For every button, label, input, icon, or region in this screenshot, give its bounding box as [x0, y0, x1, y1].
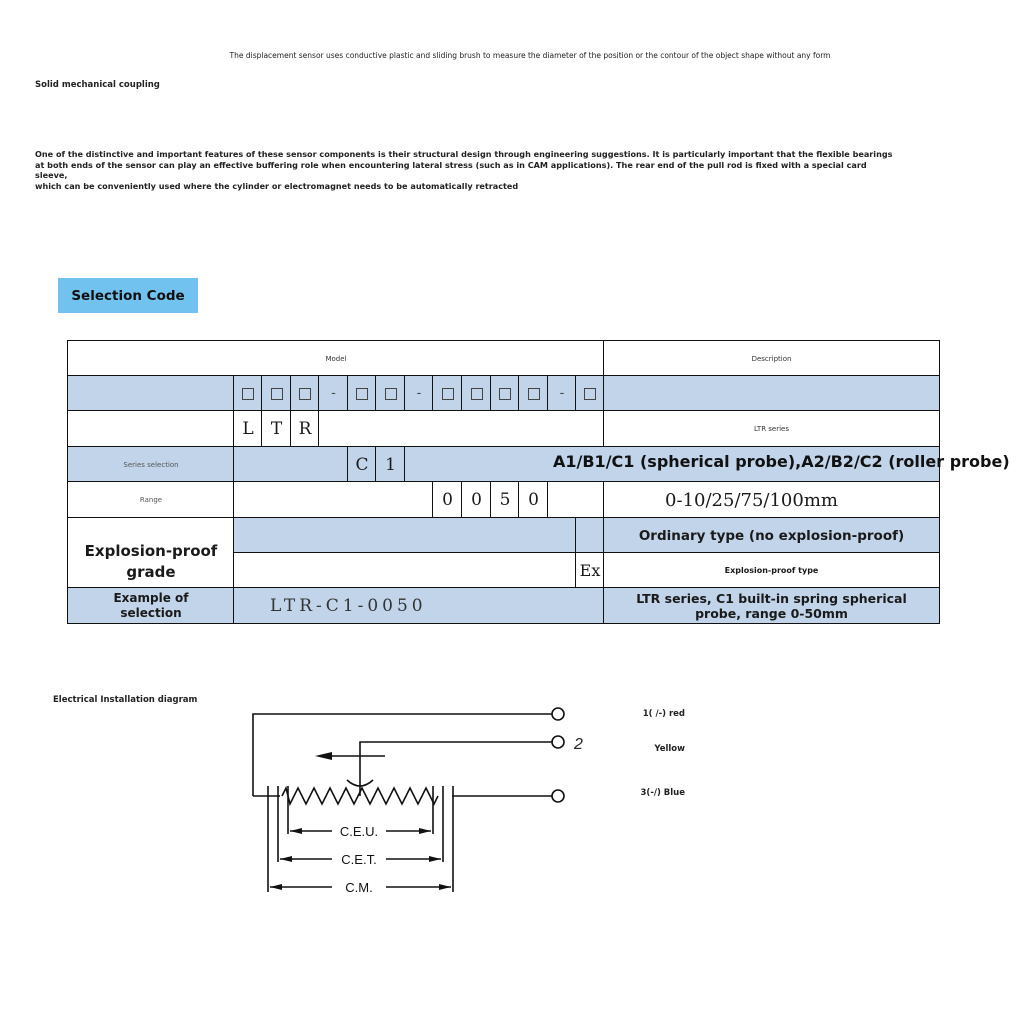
- square-icon: [385, 388, 397, 400]
- code-placeholder-box: [518, 375, 549, 412]
- paragraph-line: at both ends of the sensor can play an effective buffering role when encountering lateral stress (such as in CAM applications). The rear end of the pull rod is fixed with a special card sleeve,: [35, 159, 867, 180]
- series-letter: L: [233, 410, 263, 448]
- range-digit: 0: [461, 481, 492, 519]
- wiring-diagram: [240, 700, 600, 900]
- code-separator: -: [404, 375, 434, 412]
- series-blank: [318, 410, 605, 448]
- explosion-type-desc: Explosion-proof type: [603, 552, 940, 589]
- square-icon: [356, 388, 368, 400]
- range-digit: 0: [518, 481, 549, 519]
- code-placeholder-box: [461, 375, 492, 412]
- selection-code-heading: Selection Code: [58, 278, 198, 313]
- dimension-ceu: C.E.U.: [339, 824, 379, 839]
- explosion-type-blank: [233, 552, 577, 589]
- series-selection-label: [67, 446, 235, 483]
- square-icon: [242, 388, 254, 400]
- series-row-label: [67, 410, 235, 448]
- code-row-label: [67, 375, 235, 412]
- terminal-2-number: 2: [574, 736, 583, 753]
- wire-label-red: 1( /-) red: [642, 709, 685, 719]
- model-header-text: Model: [325, 354, 347, 363]
- code-placeholder-box: [575, 375, 605, 412]
- square-icon: [471, 388, 483, 400]
- series-code-char: 1: [375, 446, 406, 483]
- code-placeholder-box: [375, 375, 406, 412]
- code-placeholder-box: [432, 375, 463, 412]
- explosion-ordinary-desc: Ordinary type (no explosion-proof): [603, 517, 940, 554]
- range-desc: 0-10/25/75/100mm: [603, 481, 940, 519]
- terminal-3-icon: [552, 790, 564, 802]
- example-desc: LTR series, C1 built-in spring spherical probe, range 0-50mm: [603, 587, 940, 624]
- code-separator: -: [547, 375, 577, 412]
- dimension-cm: C.M.: [345, 880, 373, 895]
- series-code-char: C: [347, 446, 377, 483]
- intro-text: The displacement sensor uses conductive plastic and sliding brush to measure the diameter of the position or the contour of the object shape without any form: [229, 51, 831, 60]
- series-selection-desc: A1/B1/C1 (spherical probe),A2/B2/C2 (roller probe): [553, 452, 1010, 471]
- square-icon: [271, 388, 283, 400]
- explosion-label: Explosion-proof grade: [67, 517, 235, 589]
- explosion-ordinary-code: [575, 517, 605, 554]
- series-selection-blank: [233, 446, 349, 483]
- square-icon: [299, 388, 311, 400]
- wire-label-yellow: Yellow: [654, 744, 685, 754]
- series-desc-text: LTR series: [753, 425, 790, 433]
- code-placeholder-box: [261, 375, 292, 412]
- wire-2: [360, 742, 552, 796]
- wire-1: [253, 714, 552, 796]
- wire-label-blue: 3(-/) Blue: [640, 788, 685, 798]
- terminal-2-icon: [552, 736, 564, 748]
- range-digit: 0: [432, 481, 463, 519]
- description-header: [603, 340, 940, 377]
- square-icon: [499, 388, 511, 400]
- range-digit: 5: [490, 481, 520, 519]
- terminal-1-icon: [552, 708, 564, 720]
- series-desc: [603, 410, 940, 448]
- square-icon: [528, 388, 540, 400]
- example-label: Example of selection: [67, 587, 235, 624]
- arrow-head-icon: [315, 752, 332, 760]
- example-code: LTR-C1-0050: [233, 587, 605, 624]
- code-placeholder-box: [233, 375, 263, 412]
- square-icon: [442, 388, 454, 400]
- description-header-text: Description: [751, 354, 792, 363]
- paragraph-line: which can be conveniently used where the cylinder or electromagnet needs to be automatically retracted: [35, 180, 519, 191]
- range-label-text: Range: [139, 496, 163, 504]
- dimension-cet: C.E.T.: [341, 852, 377, 867]
- code-placeholder-box: [490, 375, 520, 412]
- code-row-desc: [603, 375, 940, 412]
- paragraph-line: One of the distinctive and important features of these sensor components is their structural design through engineering suggestions. It is particularly important that the flexible bearings: [35, 149, 893, 159]
- code-separator: -: [318, 375, 349, 412]
- range-blank: [233, 481, 434, 519]
- range-label: [67, 481, 235, 519]
- explosion-code: Ex: [575, 552, 605, 589]
- explosion-ordinary-blank: [233, 517, 577, 554]
- series-selection-label-text: Series selection: [123, 460, 179, 469]
- description-paragraph: [35, 149, 895, 191]
- series-letter: T: [261, 410, 292, 448]
- code-placeholder-box: [347, 375, 377, 412]
- series-letter: R: [290, 410, 320, 448]
- model-header: [67, 340, 605, 377]
- square-icon: [584, 388, 596, 400]
- section-heading-coupling: Solid mechanical coupling: [35, 80, 160, 90]
- range-blank-right: [547, 481, 605, 519]
- electrical-diagram-title: Electrical Installation diagram: [53, 695, 198, 705]
- code-placeholder-box: [290, 375, 320, 412]
